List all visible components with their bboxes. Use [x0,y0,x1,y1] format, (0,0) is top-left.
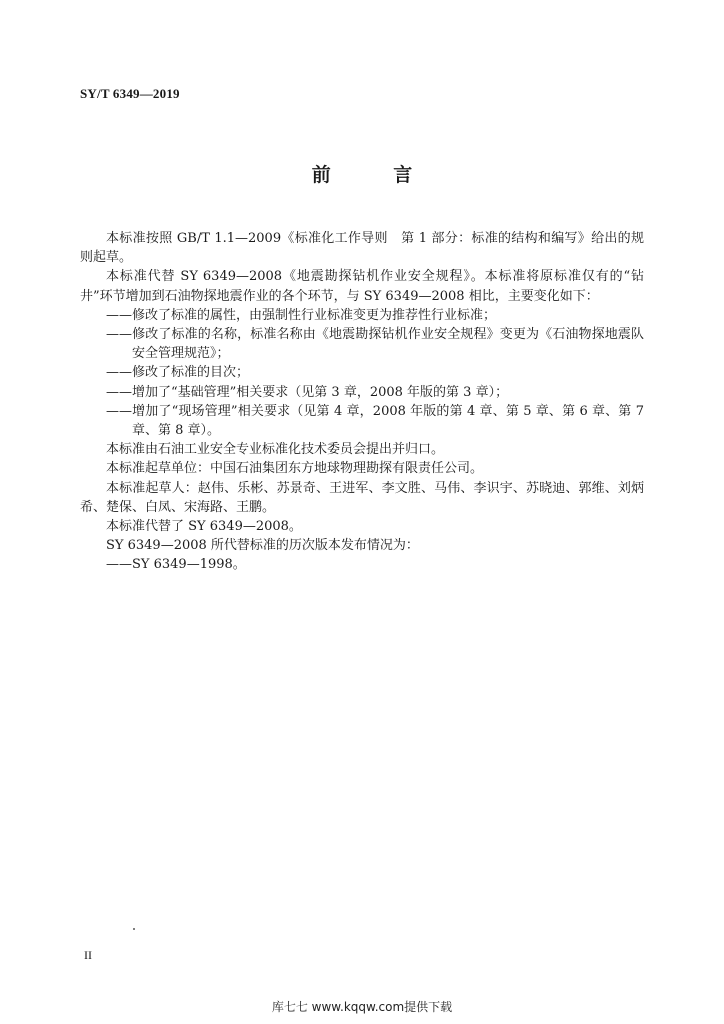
history-item: ——SY 6349—1998。 [106,557,246,573]
scan-speck [133,928,135,930]
download-watermark: 库七七 www.kqqw.com提供下载 [271,1000,453,1014]
foreword-body [80,229,644,575]
paragraph-drafting-unit: 本标准起草单位：中国石油集团东方地球物理勘探有限责任公司。 [106,461,484,477]
paragraph-drafting-rule: 本标准按照 GB/T 1.1—2009《标准化工作导则 第 1 部分：标准的结构和编写》给出的规则起草。 [80,231,644,266]
change-item-basic-management: ——增加了“基础管理”相关要求（见第 3 章，2008 年版的第 3 章）； [106,384,509,400]
change-item-name: ——修改了标准的名称，标准名称由《地震勘探钻机作业安全规程》变更为《石油物探地震队安全管理规范》； [106,327,644,362]
document-code: SY/T 6349—2019 [80,86,180,101]
paragraph-supersedes: 本标准代替了 SY 6349—2008。 [106,519,302,535]
paragraph-replacement: 本标准代替 SY 6349—2008《地震勘探钻机作业安全规程》。本标准将原标准仅有的“钻井”环节增加到石油物探地震作业的各个环节，与 SY 6349—2008 相比，主要变化如下： [80,269,644,304]
paragraph-proposer: 本标准由石油工业安全专业标准化技术委员会提出并归口。 [106,442,445,458]
page-number: II [84,948,92,962]
change-item-site-management: ——增加了“现场管理”相关要求（见第 4 章，2008 年版的第 4 章、第 5 章、第 6 章、第 7 章、第 8 章）。 [106,403,644,439]
change-item-contents: ——修改了标准的目次； [106,365,250,381]
section-title: 前 言 [311,164,441,186]
change-item-attribute: ——修改了标准的属性，由强制性行业标准变更为推荐性行业标准； [106,307,497,323]
paragraph-drafters: 本标准起草人：赵伟、乐彬、苏景奇、王进军、李文胜、马伟、李识宇、苏晓迪、郭维、刘炳希、楚保、白凤、宋海路、王鹏。 [80,480,644,515]
paragraph-history: SY 6349—2008 所代替标准的历次版本发布情况为： [106,538,419,554]
